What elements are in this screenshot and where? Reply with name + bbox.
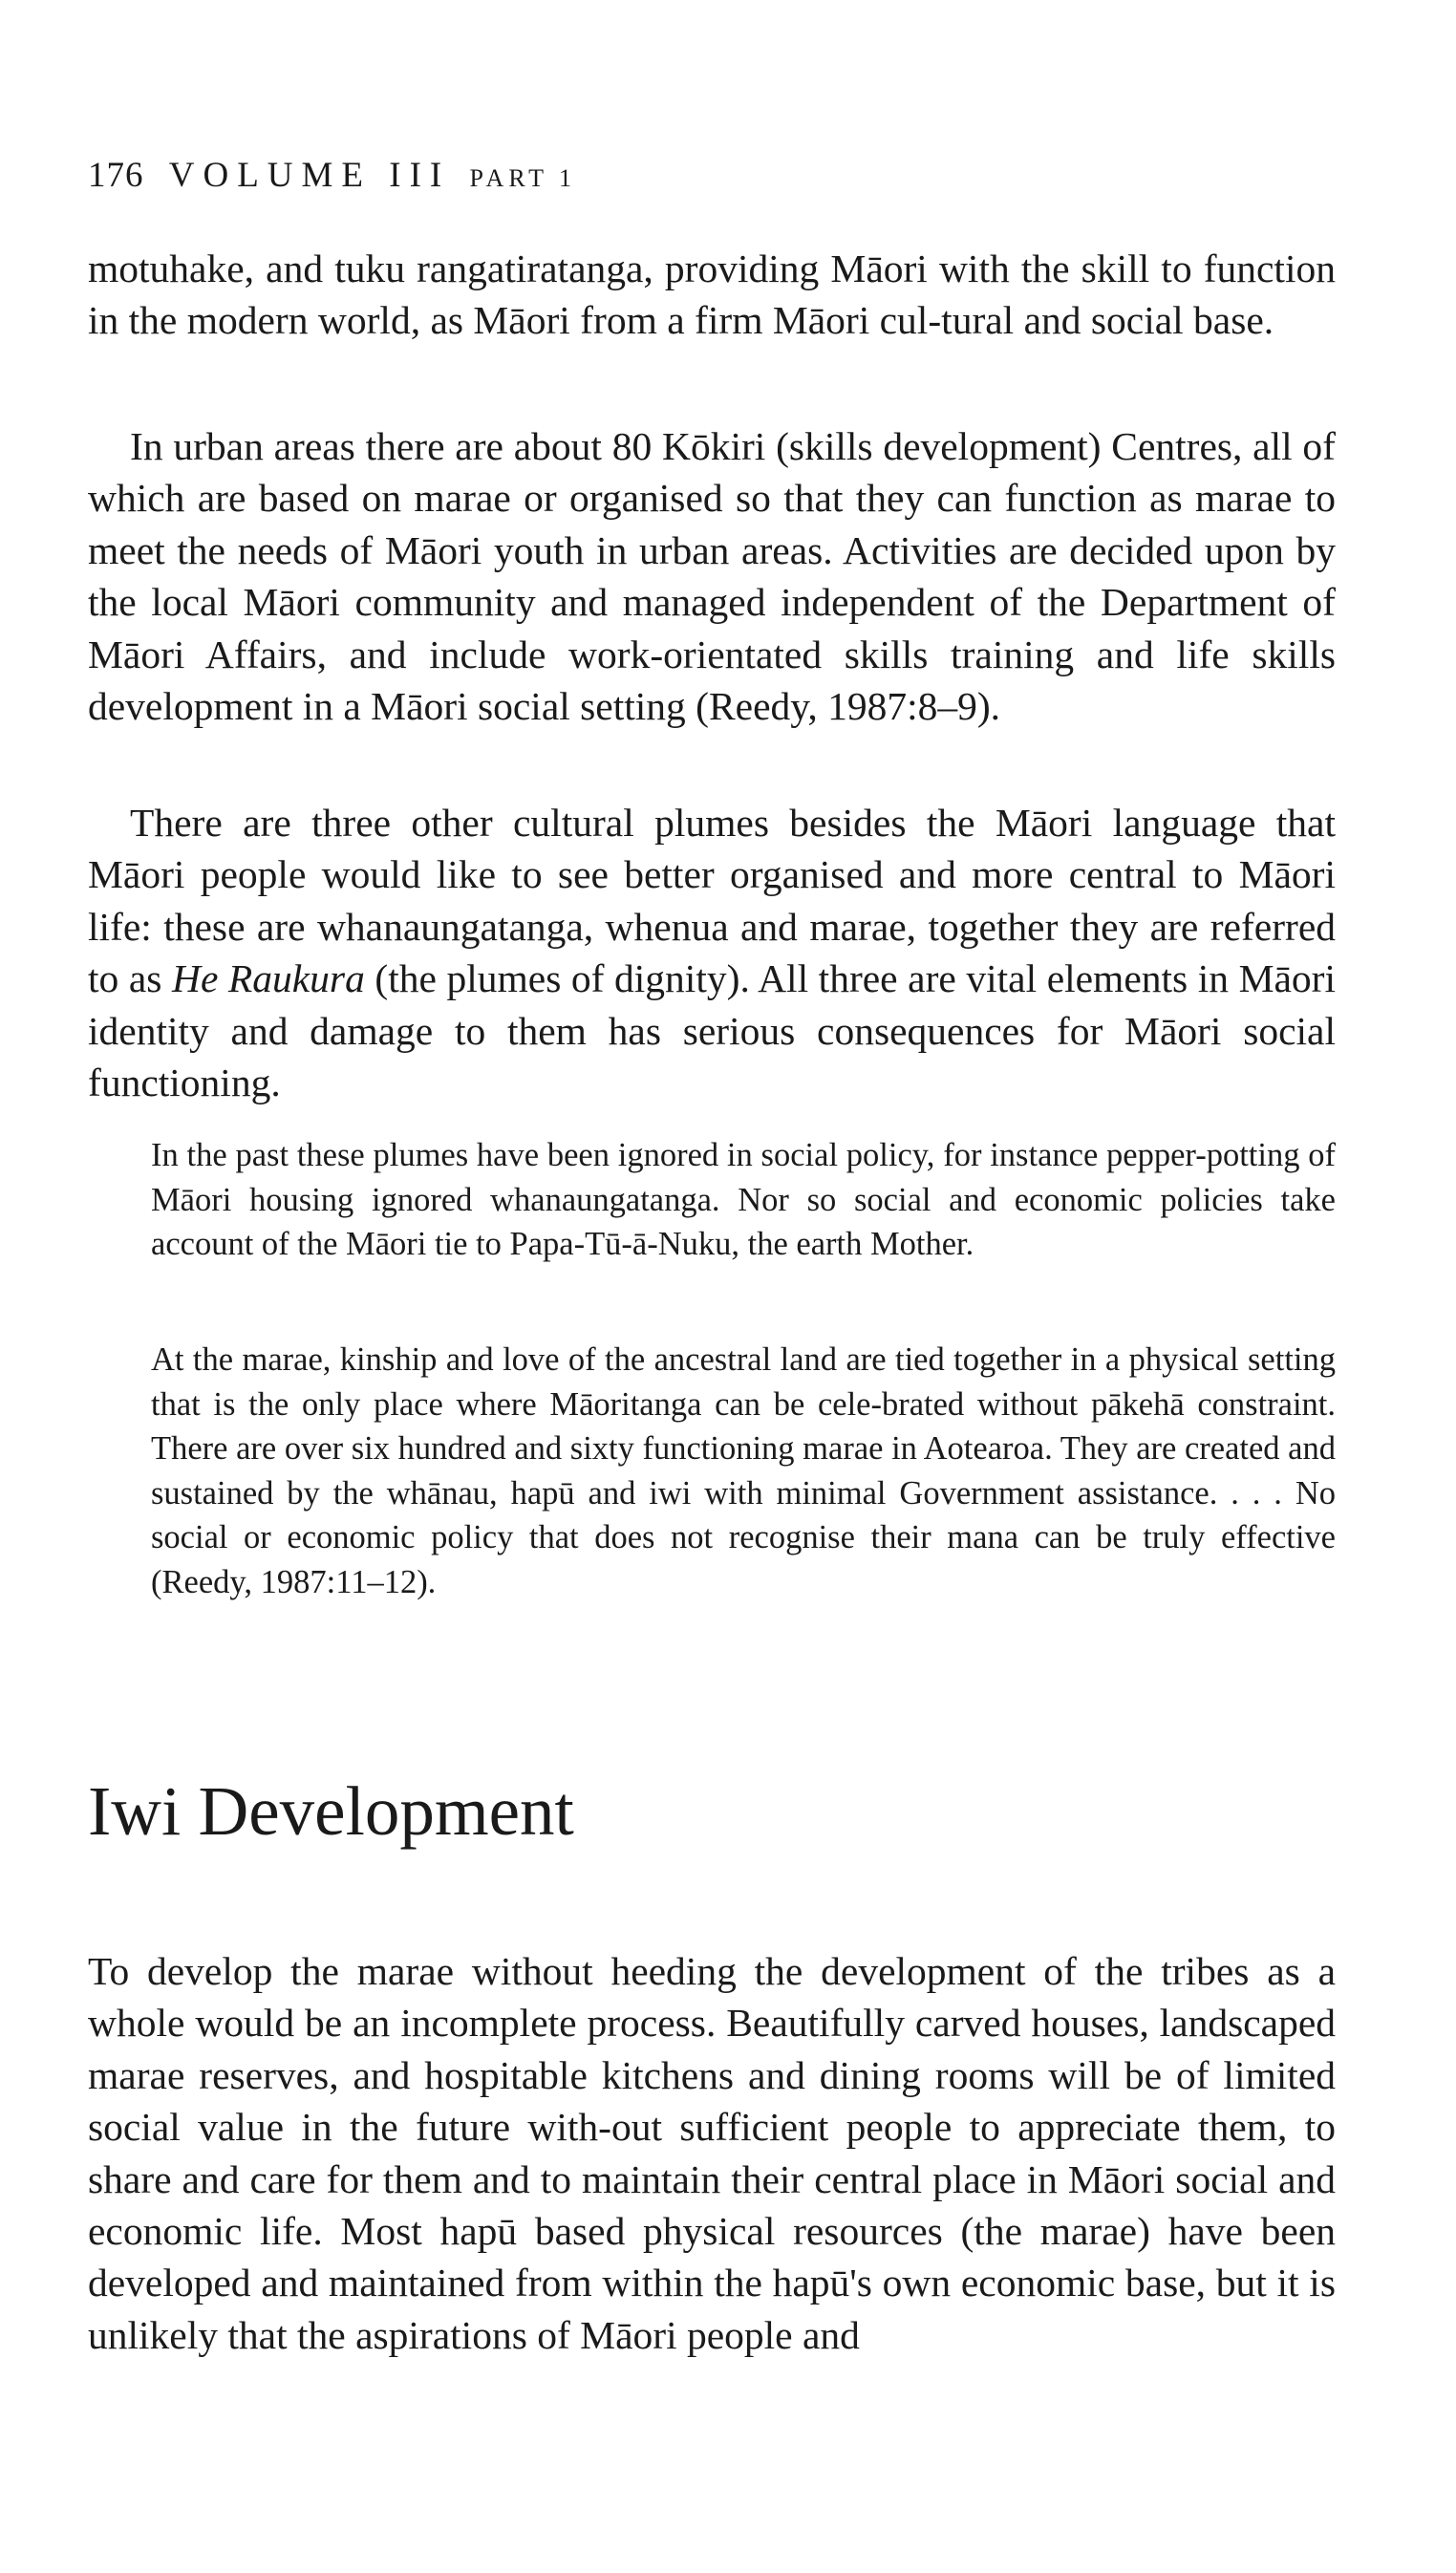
paragraph-text: (the plumes of dignity). All three are vital elements in Māori identity and damage to them has serious consequences for Māori social functioning.	[88, 956, 1336, 1105]
italic-term: He Raukura	[171, 956, 365, 1001]
paragraph-kokiri-centres: In urban areas there are about 80 Kōkiri (skills development) Centres, all of which are based on marae or organised so that they can function as marae to meet the needs of Māori youth in urban areas. Activities are decided upon by the local Māori community and managed independent of the Department of Māori Affairs, and include work-orientated skills training and life skills development in a Māori social setting (Reedy, 1987:8–9).	[88, 424, 1336, 729]
paragraph-continued: motuhake, and tuku rangatiratanga, providing Māori with the skill to function in the modern world, as Māori from a firm Māori cul-tural and social base.	[88, 247, 1336, 343]
block-quote-plumes: In the past these plumes have been ignored in social policy, for instance pepper-potting of Māori housing ignored whanaungatanga. Nor so social and economic policies take account of the Māori tie to Papa-Tū-ā-Nuku, the earth Mother.	[151, 1137, 1336, 1263]
paragraph-iwi-development: To develop the marae without heeding the development of the tribes as a whole would be an incomplete process. Beautifully carved houses, landscaped marae reserves, and hospitable kitchens and dining rooms will be of limited social value in the future with-out sufficient people to appreciate them, to share and care for them and to maintain their central place in Māori social and economic life. Most hapū based physical resources (the marae) have been developed and maintained from within the hapū's own economic base, but it is unlikely that the aspirations of Māori people and	[88, 1949, 1336, 2357]
volume-label: VOLUME III	[168, 156, 451, 195]
section-heading: Iwi Development	[88, 1772, 574, 1850]
running-head	[88, 155, 576, 196]
paragraph-text: There are three other cultural plumes besides the Māori language that Māori people would like to see better organised and more central to Māori life: these are whanaungatanga, whenua and marae, together they are referred to as	[88, 801, 1336, 1001]
paragraph-cultural-plumes	[88, 797, 1336, 1108]
part-label: PART 1	[469, 164, 577, 192]
page-number: 176	[88, 156, 144, 195]
block-quote-marae: At the marae, kinship and love of the ancestral land are tied together in a physical setting that is the only place where Māoritanga can be cele-brated without pākehā constraint. There are over six hundred and sixty functioning marae in Aotearoa. They are created and sustained by the whānau, hapū and iwi with minimal Government assistance. . . . No social or economic policy that does not recognise their mana can be truly effective (Reedy, 1987:11–12).	[151, 1341, 1336, 1600]
